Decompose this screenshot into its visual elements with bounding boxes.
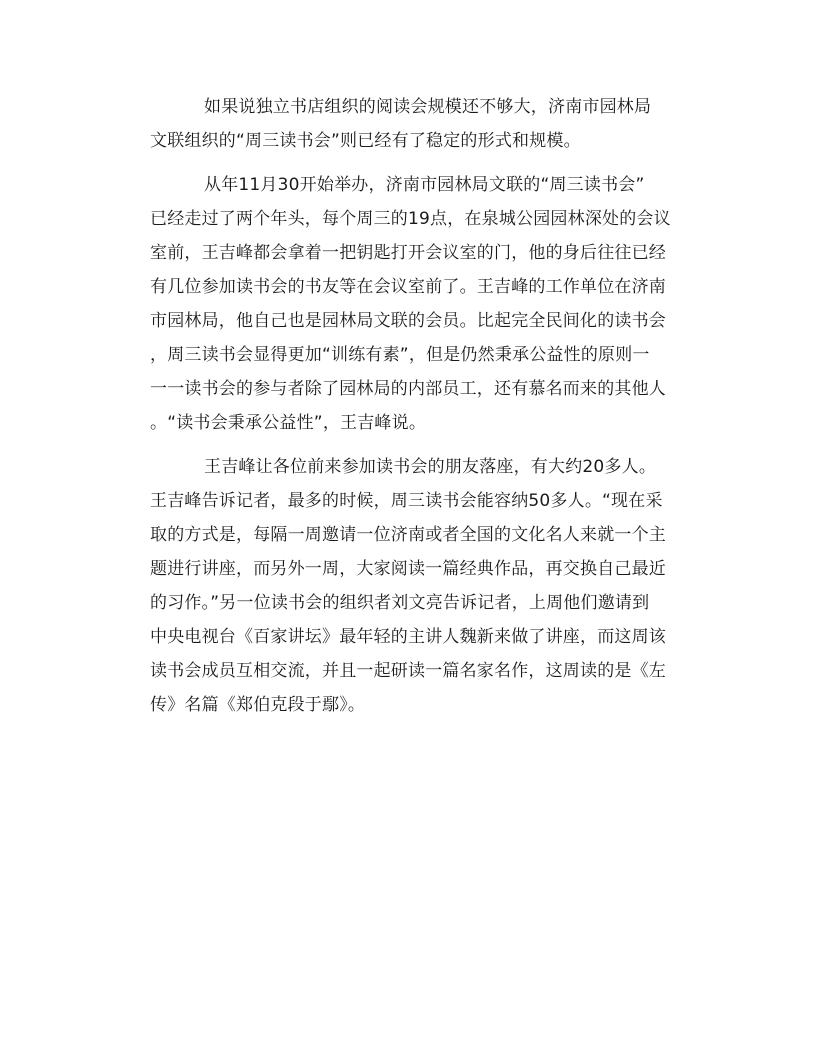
paragraph-1-line-2: 文联组织的“周三读书会”则已经有了稳定的形式和规模。 [150, 131, 581, 151]
paragraph-2-line-7: 一一读书会的参与者除了园林局的内部员工，还有慕名而来的其他人 [150, 379, 666, 399]
paragraph-3-line-6: 中央电视台《百家讲坛》最年轻的主讲人魏新来做了讲座，而这周该 [150, 627, 666, 647]
paragraph-2-line-3: 室前，王吉峰都会拿着一把钥匙打开会议室的门，他的身后往往已经 [150, 243, 666, 263]
paragraph-3-line-7: 读书会成员互相交流，并且一起研读一篇名家名作，这周读的是《左 [150, 661, 666, 681]
paragraph-2-line-1: 从年11月30开始举办，济南市园林局文联的“周三读书会” [204, 175, 645, 195]
paragraph-2-line-5: 市园林局，他自己也是园林局文联的会员。比起完全民间化的读书会 [150, 311, 666, 331]
paragraph-3-line-8: 传》名篇《郑伯克段于鄢》。 [150, 695, 366, 715]
paragraph-2-line-6: ，周三读书会显得更加“训练有素”，但是仍然秉承公益性的原则一 [150, 345, 650, 365]
paragraph-3-line-4: 题进行讲座，而另外一周，大家阅读一篇经典作品，再交换自己最近 [150, 559, 666, 579]
paragraph-3-line-2: 王吉峰告诉记者，最多的时候，周三读书会能容纳50多人。“现在采 [150, 491, 663, 511]
paragraph-2-line-2: 已经走过了两个年头，每个周三的19点，在泉城公园园林深处的会议 [150, 209, 671, 229]
paragraph-2-line-8: 。“读书会秉承公益性”，王吉峰说。 [150, 413, 427, 433]
paragraph-3-line-1: 王吉峰让各位前来参加读书会的朋友落座，有大约20多人。 [204, 457, 657, 477]
paragraph-3-line-5: 的习作。”另一位读书会的组织者刘文亮告诉记者，上周他们邀请到 [150, 593, 650, 613]
paragraph-3-line-3: 取的方式是，每隔一周邀请一位济南或者全国的文化名人来就一个主 [150, 525, 666, 545]
paragraph-1-line-1: 如果说独立书店组织的阅读会规模还不够大，济南市园林局 [204, 97, 652, 117]
paragraph-2-line-4: 有几位参加读书会的书友等在会议室前了。王吉峰的工作单位在济南 [150, 277, 666, 297]
